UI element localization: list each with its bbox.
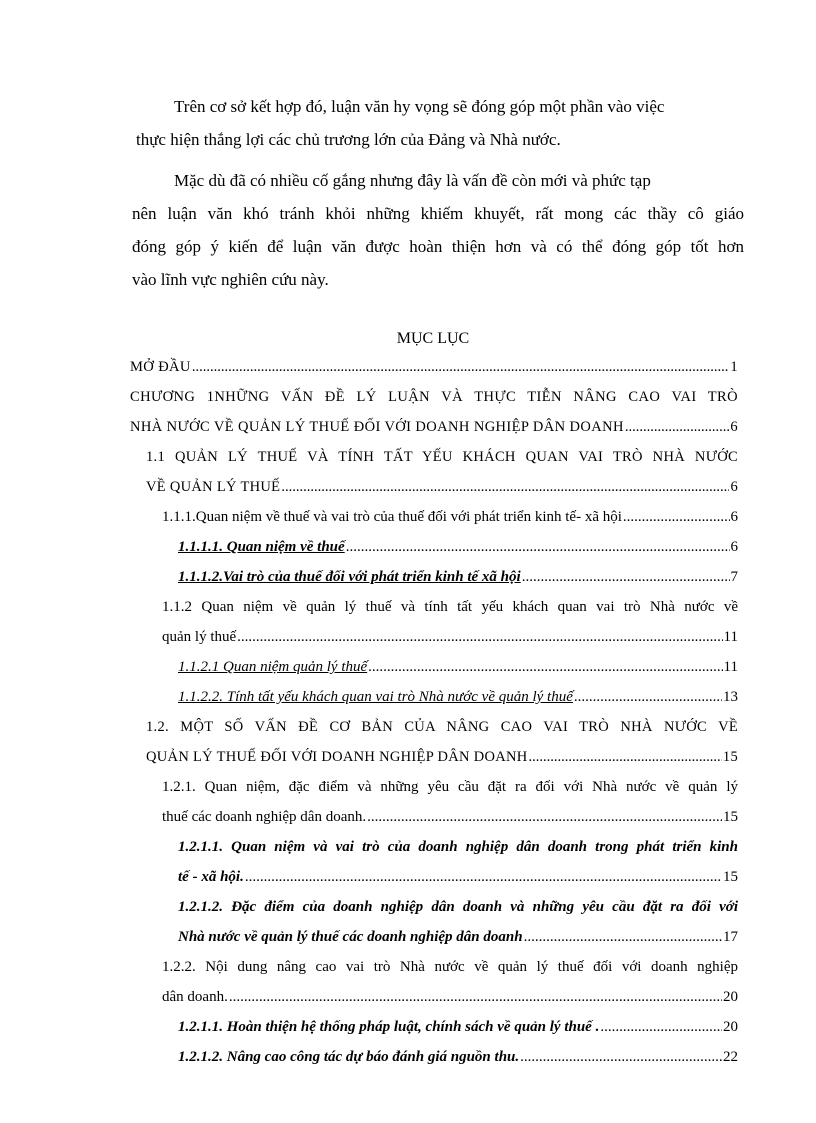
toc-dot-leader bbox=[245, 862, 722, 892]
toc-page-number: 11 bbox=[723, 659, 738, 675]
toc-dot-leader bbox=[368, 652, 722, 682]
toc-entry-1-1-1[interactable] bbox=[162, 502, 738, 532]
toc-entry-intro[interactable] bbox=[130, 352, 738, 382]
toc-entry-1-2-1-2[interactable] bbox=[178, 892, 738, 952]
toc-dot-leader bbox=[520, 1042, 722, 1072]
toc-entry-title-cont: QUẢN LÝ THUẾ ĐỐI VỚI DOANH NGHIỆP DÂN DOANH bbox=[146, 749, 528, 765]
text-line: nên luận văn khó tránh khỏi những khiếm khuyết, rất mong các thầy cô giáo bbox=[132, 204, 744, 223]
toc-title: MỤC LỤC bbox=[396, 330, 470, 347]
toc-dot-leader bbox=[281, 472, 729, 502]
toc-dot-leader bbox=[346, 532, 730, 562]
toc-entry-title-cont: VỀ QUẢN LÝ THUẾ bbox=[146, 479, 281, 495]
toc-page-number: 13 bbox=[723, 689, 738, 705]
toc-entry-title: 1.1.2.2. Tính tất yếu khách quan vai trò Nhà nước về quản lý thuế bbox=[178, 689, 573, 705]
toc-entry-chapter-1[interactable] bbox=[130, 382, 738, 442]
toc-dot-leader bbox=[522, 562, 730, 592]
toc-page-number: 1 bbox=[730, 359, 738, 375]
toc-page-number: 6 bbox=[730, 509, 738, 525]
toc-entry-title: 1.2.1.1. Quan niệm và vai trò của doanh nghiệp dân doanh trong phát triển kinh bbox=[178, 839, 738, 855]
toc-entry-title: 1.1.1.1. Quan niệm về thuế bbox=[178, 539, 345, 555]
toc-page-number: 15 bbox=[723, 869, 738, 885]
intro-paragraph-2 bbox=[132, 164, 744, 296]
toc-page-number: 6 bbox=[730, 539, 738, 555]
toc-entry-1-1-2-1[interactable] bbox=[178, 652, 738, 682]
text-line: thực hiện thắng lợi các chủ trương lớn của Đảng và Nhà nước. bbox=[136, 130, 561, 149]
toc-entry-title-cont: thuế các doanh nghiệp dân doanh. bbox=[162, 809, 367, 825]
toc-entry-title: 1.2.1. Quan niệm, đặc điểm và những yêu cầu đặt ra đối với Nhà nước về quản lý bbox=[162, 779, 738, 795]
text-line: đóng góp ý kiến để luận văn được hoàn thiện hơn và có thể đóng góp tốt hơn bbox=[132, 237, 744, 256]
toc-entry-title: 1.1.2 Quan niệm về quản lý thuế và tính tất yếu khách quan vai trò Nhà nước về bbox=[162, 599, 738, 615]
toc-entry-title: MỞ ĐẦU bbox=[130, 359, 191, 375]
toc-entry-1-2-2-1[interactable] bbox=[178, 1012, 738, 1042]
toc-dot-leader bbox=[529, 742, 722, 772]
toc-dot-leader bbox=[229, 982, 722, 1012]
toc-entry-title: 1.2.1.2. Đặc điểm của doanh nghiệp dân doanh và những yêu cầu đặt ra đối với bbox=[178, 899, 738, 915]
toc-entry-title: 1.2. MỘT SỐ VẤN ĐỀ CƠ BẢN CỦA NÂNG CAO VAI TRÒ NHÀ NƯỚC VỀ bbox=[146, 719, 738, 735]
toc-dot-leader bbox=[524, 922, 722, 952]
toc-dot-leader bbox=[623, 502, 730, 532]
text-line: Mặc dù đã có nhiều cố gắng nhưng đây là vấn đề còn mới và phức tạp bbox=[174, 171, 651, 190]
toc-entry-title-cont: tế - xã hội. bbox=[178, 869, 244, 885]
toc-entry-title: 1.2.2. Nội dung nâng cao vai trò Nhà nước về quản lý thuế đối với doanh nghiệp bbox=[162, 959, 738, 975]
toc-page-number: 20 bbox=[723, 989, 738, 1005]
toc-entry-title: 1.1.1.Quan niệm về thuế và vai trò của thuế đối với phát triển kinh tế- xã hội bbox=[162, 509, 622, 525]
toc-entry-1-1-2-2[interactable] bbox=[178, 682, 738, 712]
toc-entry-1-1-2[interactable] bbox=[162, 592, 738, 652]
toc-dot-leader bbox=[192, 352, 730, 382]
toc-dot-leader bbox=[600, 1012, 722, 1042]
toc-page-number: 15 bbox=[723, 809, 738, 825]
toc-page-number: 6 bbox=[730, 479, 738, 495]
toc-page-number: 22 bbox=[723, 1049, 738, 1065]
toc-entry-1-2-2[interactable] bbox=[162, 952, 738, 1012]
toc-entry-1-1-1-1[interactable] bbox=[178, 532, 738, 562]
toc-entry-title: 1.1.1.2.Vai trò của thuế đối với phát triển kinh tế xã hội bbox=[178, 569, 521, 585]
toc-entry-1-2-1[interactable] bbox=[162, 772, 738, 832]
toc-dot-leader bbox=[625, 412, 729, 442]
toc-entry-1-2[interactable] bbox=[146, 712, 738, 772]
toc-entry-title-cont: quản lý thuế bbox=[162, 629, 237, 645]
toc-entry-title: 1.2.1.2. Nâng cao công tác dự báo đánh giá nguồn thu. bbox=[178, 1049, 520, 1065]
toc-dot-leader bbox=[574, 682, 722, 712]
toc-entry-1-1-1-2[interactable] bbox=[178, 562, 738, 592]
toc-entry-title: 1.2.1.1. Hoàn thiện hệ thống pháp luật, chính sách về quản lý thuế . bbox=[178, 1019, 600, 1035]
toc-entry-title: 1.1.2.1 Quan niệm quản lý thuế bbox=[178, 659, 368, 675]
toc-entry-1-1[interactable] bbox=[146, 442, 738, 502]
toc-page-number: 7 bbox=[730, 569, 738, 585]
text-line: vào lĩnh vực nghiên cứu này. bbox=[132, 270, 329, 289]
toc-page-number: 11 bbox=[723, 629, 738, 645]
toc-page-number: 6 bbox=[730, 419, 738, 435]
toc-page-number: 20 bbox=[723, 1019, 738, 1035]
toc-page-number: 17 bbox=[723, 929, 738, 945]
toc-entry-1-2-2-2[interactable] bbox=[178, 1042, 738, 1072]
toc-dot-leader bbox=[237, 622, 722, 652]
toc-entry-title: CHƯƠNG 1NHỮNG VẤN ĐỀ LÝ LUẬN VÀ THỰC TIỄN NÂNG CAO VAI TRÒ bbox=[130, 389, 738, 405]
text-line: Trên cơ sở kết hợp đó, luận văn hy vọng sẽ đóng góp một phần vào việc bbox=[174, 97, 665, 116]
toc-page-number: 15 bbox=[722, 749, 738, 765]
toc-entry-title-cont: Nhà nước về quản lý thuế các doanh nghiệp dân doanh bbox=[178, 929, 523, 945]
toc-dot-leader bbox=[367, 802, 722, 832]
toc-entry-1-2-1-1[interactable] bbox=[178, 832, 738, 892]
toc-entry-title-cont: NHÀ NƯỚC VỀ QUẢN LÝ THUẾ ĐỐI VỚI DOANH NGHIỆP DÂN DOANH bbox=[130, 419, 624, 435]
toc-entry-title: 1.1 QUẢN LÝ THUẾ VÀ TÍNH TẤT YẾU KHÁCH QUAN VAI TRÒ NHÀ NƯỚC bbox=[146, 449, 738, 465]
intro-paragraph-1 bbox=[132, 90, 744, 156]
toc-entry-title-cont: dân doanh. bbox=[162, 989, 228, 1005]
